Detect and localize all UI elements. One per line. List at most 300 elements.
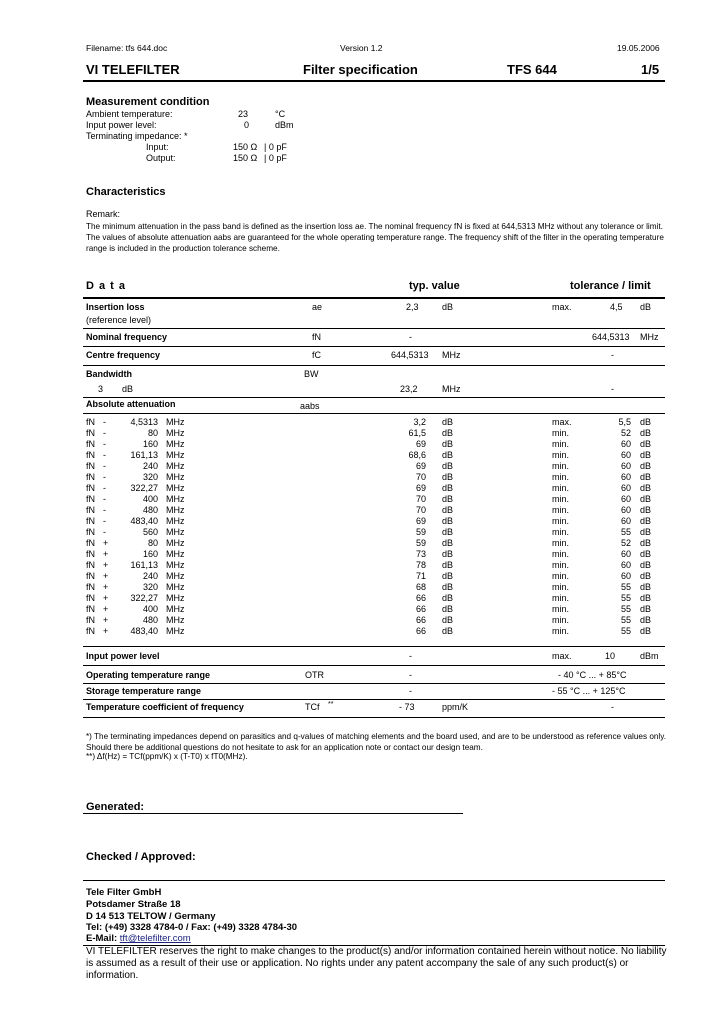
atten-typ: 61,5 (408, 428, 426, 438)
header-date: 19.05.2006 (617, 43, 660, 53)
atten-freq-symbol: fN (86, 549, 95, 559)
bandwidth-symbol: BW (304, 369, 319, 379)
atten-sign: - (103, 450, 106, 460)
atten-freq-symbol: fN (86, 571, 95, 581)
atten-limit-kind: min. (552, 494, 570, 504)
optemp-limit: - 40 °C ... + 85°C (558, 670, 627, 680)
filename: Filename: tfs 644.doc (86, 43, 168, 53)
email-label: E-Mail: (86, 933, 118, 944)
atten-offset-unit: MHz (166, 516, 185, 526)
atten-typ-unit: dB (442, 472, 454, 482)
insertion-typ: 2,3 (406, 302, 419, 312)
atten-limit: 55 (620, 527, 631, 537)
power-label: Input power level: (86, 120, 157, 130)
tc-label: Temperature coefficient of frequency (86, 702, 244, 712)
atten-freq-symbol: fN (86, 450, 95, 460)
atten-offset-unit: MHz (166, 483, 185, 493)
bandwidth-label: Bandwidth (86, 369, 132, 379)
insertion-sub: (reference level) (86, 315, 152, 325)
attenuation-row (86, 417, 666, 428)
atten-typ-unit: dB (442, 428, 454, 438)
inpower-label: Input power level (86, 651, 160, 661)
atten-offset-unit: MHz (166, 450, 185, 460)
atten-typ-unit: dB (442, 527, 454, 537)
generated-label: Generated: (86, 801, 145, 813)
atten-offset: 320 (142, 582, 158, 592)
atten-freq-symbol: fN (86, 461, 95, 471)
centre-label: Centre frequency (86, 350, 161, 360)
atten-typ-unit: dB (442, 549, 454, 559)
atten-limit: 60 (620, 450, 631, 460)
atten-typ-unit: dB (442, 417, 454, 427)
table-header-rule (83, 297, 665, 299)
atten-sign: + (103, 626, 109, 636)
atten-sign: + (103, 571, 109, 581)
atten-limit-kind: min. (552, 472, 570, 482)
measurement-title: Measurement condition (86, 96, 210, 108)
atten-limit-kind: min. (552, 626, 570, 636)
atten-typ-unit: dB (442, 439, 454, 449)
atten-freq-symbol: fN (86, 593, 95, 603)
atten-freq-symbol: fN (86, 472, 95, 482)
attenuation-row (86, 560, 666, 571)
atten-limit-kind: min. (552, 483, 570, 493)
tc-typ: - 73 (399, 702, 415, 712)
storage-limit: - 55 °C ... + 125°C (552, 686, 626, 696)
insertion-kind: max. (552, 302, 572, 312)
atten-typ-unit: dB (442, 560, 454, 570)
atten-limit-unit: dB (640, 505, 652, 515)
table-header-typ: typ. value (409, 280, 460, 292)
attenuation-row (86, 516, 666, 527)
input-cap: | 0 pF (264, 142, 287, 152)
atten-limit-kind: min. (552, 461, 570, 471)
impedance-label: Terminating impedance: * (86, 131, 188, 141)
row-rule (83, 683, 665, 684)
atten-offset: 160 (142, 439, 158, 449)
atten-typ-unit: dB (442, 461, 454, 471)
atten-offset-unit: MHz (166, 571, 185, 581)
attenuation-row (86, 450, 666, 461)
header-rule (83, 80, 665, 82)
atten-limit: 55 (620, 604, 631, 614)
operating-temp-row (86, 670, 666, 681)
contact-street: Potsdamer Straße 18 (86, 899, 181, 910)
atten-offset-unit: MHz (166, 461, 185, 471)
row-rule (83, 717, 665, 718)
atten-typ: 66 (415, 593, 426, 603)
insertion-limit-unit: dB (640, 302, 652, 312)
atten-typ: 68,6 (408, 450, 426, 460)
centre-typ: 644,5313 (391, 350, 429, 360)
atten-typ-unit: dB (442, 571, 454, 581)
atten-sign: - (103, 505, 106, 515)
inpower-kind: max. (552, 651, 572, 661)
attenuation-row (86, 571, 666, 582)
atten-limit: 60 (620, 483, 631, 493)
atten-limit-unit: dB (640, 483, 652, 493)
attenuation-row (86, 461, 666, 472)
atten-offset: 483,40 (130, 516, 158, 526)
storage-label: Storage temperature range (86, 686, 202, 696)
contact-company: Tele Filter GmbH (86, 887, 162, 898)
atten-typ-unit: dB (442, 483, 454, 493)
table-header-tol: tolerance / limit (570, 280, 651, 292)
atten-limit: 60 (620, 505, 631, 515)
nominal-symbol: fN (312, 332, 321, 342)
atten-offset-unit: MHz (166, 615, 185, 625)
atten-typ: 3,2 (413, 417, 426, 427)
atten-typ: 73 (415, 549, 426, 559)
atten-offset: 480 (142, 615, 158, 625)
atten-sign: + (103, 604, 109, 614)
insertion-symbol: ae (312, 302, 323, 312)
tc-limit: - (611, 702, 614, 712)
atten-limit-unit: dB (640, 549, 652, 559)
output-label: Output: (146, 153, 176, 163)
atten-limit-unit: dB (640, 461, 652, 471)
atten-limit: 52 (620, 428, 631, 438)
atten-freq-symbol: fN (86, 494, 95, 504)
atten-offset-unit: MHz (166, 626, 185, 636)
contact-email-row (86, 933, 191, 944)
attenuation-row (86, 615, 666, 626)
atten-limit-unit: dB (640, 615, 652, 625)
atten-typ-unit: dB (442, 516, 454, 526)
atten-typ: 70 (415, 494, 426, 504)
attenuation-row (86, 472, 666, 483)
attenuation-row (86, 428, 666, 439)
atten-sign: - (103, 439, 106, 449)
atten-typ-unit: dB (442, 604, 454, 614)
inpower-unit: dBm (640, 651, 659, 661)
atten-offset-unit: MHz (166, 604, 185, 614)
atten-typ: 59 (415, 538, 426, 548)
bandwidth-row (86, 369, 666, 380)
atten-typ-unit: dB (442, 450, 454, 460)
email-link[interactable]: tft@telefilter.com (119, 933, 191, 944)
part-number: TFS 644 (507, 62, 557, 77)
atten-sign: + (103, 538, 109, 548)
atten-freq-symbol: fN (86, 604, 95, 614)
centre-unit: MHz (442, 350, 461, 360)
atten-limit-kind: min. (552, 450, 570, 460)
optemp-symbol: OTR (305, 670, 324, 680)
atten-limit: 60 (620, 549, 631, 559)
atten-limit-unit: dB (640, 472, 652, 482)
atten-sign: - (103, 483, 106, 493)
nominal-frequency-row (86, 332, 666, 343)
ambient-label: Ambient temperature: (86, 109, 173, 119)
atten-offset-unit: MHz (166, 417, 185, 427)
abs-label: Absolute attenuation (86, 399, 176, 409)
atten-sign: - (103, 472, 106, 482)
ambient-value: 23 (238, 109, 249, 119)
row-rule (83, 665, 665, 666)
atten-typ: 66 (415, 626, 426, 636)
attenuation-row (86, 538, 666, 549)
atten-limit-kind: min. (552, 560, 570, 570)
centre-frequency-row (86, 350, 666, 361)
atten-limit-kind: min. (552, 582, 570, 592)
atten-limit-kind: min. (552, 527, 570, 537)
atten-limit: 60 (620, 571, 631, 581)
bw-level-unit: dB (122, 384, 134, 394)
centre-limit: - (611, 350, 614, 360)
row-rule (83, 397, 665, 398)
atten-limit-kind: min. (552, 571, 570, 581)
atten-sign: + (103, 582, 109, 592)
attenuation-row (86, 494, 666, 505)
atten-limit: 52 (620, 538, 631, 548)
atten-limit: 55 (620, 593, 631, 603)
atten-limit: 5,5 (618, 417, 631, 427)
atten-limit-unit: dB (640, 516, 652, 526)
atten-typ-unit: dB (442, 538, 454, 548)
insertion-label: Insertion loss (86, 302, 145, 312)
atten-offset: 560 (142, 527, 158, 537)
atten-offset: 80 (147, 428, 158, 438)
atten-typ-unit: dB (442, 505, 454, 515)
atten-limit-unit: dB (640, 439, 652, 449)
atten-offset: 400 (142, 604, 158, 614)
atten-offset-unit: MHz (166, 494, 185, 504)
version: Version 1.2 (340, 43, 383, 53)
bw-typ: 23,2 (400, 384, 418, 394)
atten-limit: 55 (620, 615, 631, 625)
centre-symbol: fC (312, 350, 321, 360)
footnote-impedance: *) The terminating impedances depend on parasitics and q-values of matching elements and the board used, and are to be understood as reference values only. Should there be additional questions do not hesitate to ask for an application note or contact our design team. (86, 732, 667, 752)
atten-limit: 55 (620, 582, 631, 592)
atten-limit: 60 (620, 494, 631, 504)
atten-typ: 68 (415, 582, 426, 592)
bandwidth-value-row (86, 384, 666, 395)
atten-sign: - (103, 494, 106, 504)
atten-limit: 60 (620, 560, 631, 570)
row-rule (83, 328, 665, 329)
output-value: 150 Ω (233, 153, 258, 163)
atten-limit-unit: dB (640, 527, 652, 537)
contact-city: D 14 513 TELTOW / Germany (86, 911, 216, 922)
contact-phone: Tel: (+49) 3328 4784-0 / Fax: (+49) 3328 4784-30 (86, 922, 298, 933)
table-header-data: D a t a (86, 280, 127, 292)
nominal-limit: 644,5313 (592, 332, 630, 342)
atten-freq-symbol: fN (86, 615, 95, 625)
atten-limit-kind: min. (552, 549, 570, 559)
atten-limit-unit: dB (640, 450, 652, 460)
atten-limit-kind: min. (552, 604, 570, 614)
atten-limit-unit: dB (640, 626, 652, 636)
atten-limit-unit: dB (640, 593, 652, 603)
atten-offset: 161,13 (130, 560, 158, 570)
generated-signature-line (83, 813, 463, 814)
atten-typ: 59 (415, 527, 426, 537)
atten-typ: 71 (415, 571, 426, 581)
bw-unit: MHz (442, 384, 461, 394)
atten-typ-unit: dB (442, 615, 454, 625)
bw-level: 3 (98, 384, 104, 394)
atten-limit-unit: dB (640, 417, 652, 427)
atten-freq-symbol: fN (86, 626, 95, 636)
input-label: Input: (146, 142, 169, 152)
attenuation-row (86, 626, 666, 637)
company-name: VI TELEFILTER (86, 62, 180, 77)
remark-title: Remark: (86, 209, 121, 219)
atten-typ-unit: dB (442, 626, 454, 636)
insertion-unit: dB (442, 302, 454, 312)
storage-temp-row (86, 686, 666, 697)
atten-typ: 78 (415, 560, 426, 570)
atten-limit-kind: min. (552, 538, 570, 548)
atten-limit-kind: min. (552, 439, 570, 449)
insertion-limit: 4,5 (610, 302, 623, 312)
atten-offset-unit: MHz (166, 505, 185, 515)
attenuation-row (86, 439, 666, 450)
row-rule (83, 346, 665, 347)
attenuation-row (86, 549, 666, 560)
atten-offset-unit: MHz (166, 582, 185, 592)
atten-freq-symbol: fN (86, 417, 95, 427)
atten-offset: 4,5313 (130, 417, 158, 427)
atten-offset: 322,27 (130, 483, 158, 493)
power-unit: dBm (275, 120, 294, 130)
nominal-typ: - (409, 332, 412, 342)
atten-typ: 69 (415, 461, 426, 471)
atten-sign: - (103, 428, 106, 438)
atten-freq-symbol: fN (86, 527, 95, 537)
atten-freq-symbol: fN (86, 560, 95, 570)
atten-offset-unit: MHz (166, 527, 185, 537)
atten-offset-unit: MHz (166, 428, 185, 438)
atten-typ: 69 (415, 516, 426, 526)
atten-freq-symbol: fN (86, 439, 95, 449)
tc-unit: ppm/K (442, 702, 469, 712)
atten-offset-unit: MHz (166, 549, 185, 559)
atten-typ-unit: dB (442, 494, 454, 504)
atten-offset: 322,27 (130, 593, 158, 603)
input-power-row (86, 651, 666, 662)
input-value: 150 Ω (233, 142, 258, 152)
atten-typ-unit: dB (442, 593, 454, 603)
atten-offset: 240 (142, 571, 158, 581)
attenuation-row (86, 593, 666, 604)
contact-rule (83, 880, 665, 881)
atten-limit-kind: min. (552, 505, 570, 515)
atten-offset: 400 (142, 494, 158, 504)
atten-limit-kind: min. (552, 516, 570, 526)
atten-limit-kind: min. (552, 428, 570, 438)
atten-freq-symbol: fN (86, 582, 95, 592)
atten-typ: 69 (415, 483, 426, 493)
attenuation-row (86, 505, 666, 516)
atten-limit-unit: dB (640, 494, 652, 504)
atten-limit: 60 (620, 461, 631, 471)
remark-text: The minimum attenuation in the pass band is defined as the insertion loss ae. The nominal frequency fN is fixed at 644,5313 MHz without any tolerance or limit. The values of absolute attenuation aabs are guaranteed for the whole operating temperature range. The frequency shift of the filter in the operating temperature range is included in the production tolerance scheme. (86, 222, 664, 253)
atten-freq-symbol: fN (86, 516, 95, 526)
attenuation-row (86, 582, 666, 593)
atten-limit-kind: min. (552, 615, 570, 625)
atten-offset: 480 (142, 505, 158, 515)
characteristics-title: Characteristics (86, 186, 166, 198)
atten-sign: + (103, 615, 109, 625)
abs-symbol: aabs (300, 401, 320, 411)
atten-typ: 66 (415, 604, 426, 614)
atten-offset: 161,13 (130, 450, 158, 460)
atten-sign: - (103, 516, 106, 526)
atten-limit-kind: min. (552, 593, 570, 603)
storage-typ: - (409, 686, 412, 696)
atten-sign: - (103, 417, 106, 427)
atten-offset-unit: MHz (166, 472, 185, 482)
atten-offset: 160 (142, 549, 158, 559)
row-rule (83, 699, 665, 700)
checked-label: Checked / Approved: (86, 851, 196, 863)
atten-limit-unit: dB (640, 582, 652, 592)
attenuation-row (86, 483, 666, 494)
atten-sign: - (103, 461, 106, 471)
atten-offset-unit: MHz (166, 439, 185, 449)
atten-limit-unit: dB (640, 571, 652, 581)
atten-limit-unit: dB (640, 428, 652, 438)
ambient-unit: °C (275, 109, 286, 119)
atten-freq-symbol: fN (86, 538, 95, 548)
page-number: 1/5 (641, 62, 660, 77)
output-cap: | 0 pF (264, 153, 287, 163)
atten-typ: 66 (415, 615, 426, 625)
atten-freq-symbol: fN (86, 505, 95, 515)
atten-typ: 70 (415, 505, 426, 515)
row-rule (83, 365, 665, 366)
atten-sign: + (103, 560, 109, 570)
optemp-typ: - (409, 670, 412, 680)
atten-limit: 60 (620, 516, 631, 526)
tc-mark: ** (328, 701, 334, 708)
atten-typ: 70 (415, 472, 426, 482)
atten-typ: 69 (415, 439, 426, 449)
inpower-typ: - (409, 651, 412, 661)
atten-limit-kind: max. (552, 417, 572, 427)
bw-limit: - (611, 384, 614, 394)
temp-coefficient-row (86, 702, 666, 713)
footnote-tc: **) Δf(Hz) = TCf(ppm/K) x (T-T0) x fT0(MHz). (86, 752, 248, 761)
power-value: 0 (244, 120, 250, 130)
atten-limit-unit: dB (640, 604, 652, 614)
tc-symbol: TCf (305, 702, 320, 712)
attenuation-row (86, 604, 666, 615)
atten-freq-symbol: fN (86, 428, 95, 438)
row-rule (83, 646, 665, 647)
optemp-label: Operating temperature range (86, 670, 211, 680)
row-rule (83, 413, 665, 414)
atten-sign: + (103, 593, 109, 603)
atten-offset: 240 (142, 461, 158, 471)
atten-sign: + (103, 549, 109, 559)
atten-offset-unit: MHz (166, 538, 185, 548)
atten-freq-symbol: fN (86, 483, 95, 493)
nominal-label: Nominal frequency (86, 332, 168, 342)
abs-attenuation-row (86, 399, 666, 410)
atten-limit: 60 (620, 472, 631, 482)
atten-limit-unit: dB (640, 560, 652, 570)
atten-offset: 483,40 (130, 626, 158, 636)
atten-offset: 320 (142, 472, 158, 482)
doc-title: Filter specification (303, 62, 418, 77)
atten-offset-unit: MHz (166, 593, 185, 603)
insertion-loss-row (86, 302, 666, 313)
inpower-limit: 10 (605, 651, 616, 661)
disclaimer: VI TELEFILTER reserves the right to make changes to the product(s) and/or information contained herein without notice. No liability is assumed as a result of their use or application. No rights under any patent accompany the sale of any such product(s) or information. (86, 946, 667, 981)
nominal-limit-unit: MHz (640, 332, 659, 342)
